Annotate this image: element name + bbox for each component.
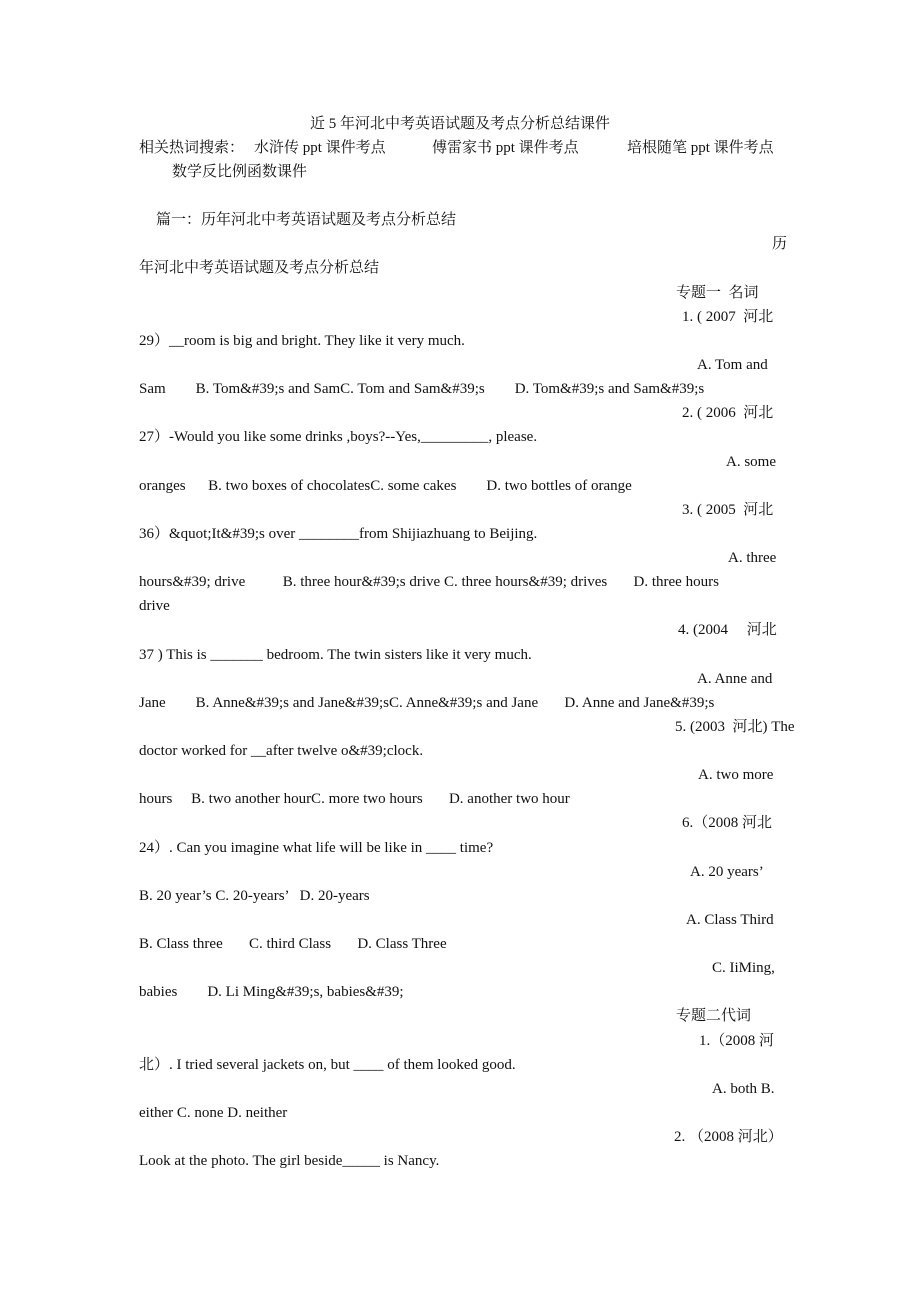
options-line: babies D. Li Ming&#39;s, babies&#39; <box>139 984 404 1000</box>
question-stem: 27）-Would you like some drinks ,boys?--Yes,_________, please. <box>139 429 538 445</box>
article-heading: 篇一：历年河北中考英语试题及考点分析总结 <box>156 212 457 228</box>
question-head: 1. ( 2007 河北 <box>682 309 774 325</box>
options-line: Sam B. Tom&#39;s and SamC. Tom and Sam&#39;s D. Tom&#39;s and Sam&#39;s <box>139 381 705 397</box>
subtitle-line: 年河北中考英语试题及考点分析总结 <box>139 260 380 276</box>
options-line: hours&#39; drive B. three hour&#39;s drive C. three hours&#39; drives D. three hours <box>139 574 719 590</box>
document-title: 近 5 年河北中考英语试题及考点分析总结课件 <box>309 116 610 132</box>
question-head: 6.（2008 河北 <box>682 815 773 831</box>
options-line: oranges B. two boxes of chocolatesC. some cakes D. two bottles of orange <box>139 478 632 494</box>
related-search-link[interactable]: 傅雷家书 ppt 课件考点 <box>432 140 579 156</box>
options-line: Jane B. Anne&#39;s and Jane&#39;sC. Anne&#39;s and Jane D. Anne and Jane&#39;s <box>139 695 715 711</box>
question-stem: 北）. I tried several jackets on, but ____ of them looked good. <box>139 1057 516 1073</box>
topic-heading: 专题一 名词 <box>676 285 759 301</box>
question-stem: 24）. Can you imagine what life will be like in ____ time? <box>139 840 494 856</box>
question-head: 5. (2003 河北) The <box>675 719 795 735</box>
option-a: A. Anne and <box>697 671 773 687</box>
option-a: A. three <box>728 550 777 566</box>
related-search-link[interactable]: 水浒传 ppt 课件考点 <box>254 140 386 156</box>
options-line: B. 20 year’s C. 20-years’ D. 20-years <box>139 888 370 904</box>
question-stem: 37 ) This is _______ bedroom. The twin sisters like it very much. <box>139 647 532 663</box>
subtitle-fragment: 历 <box>772 236 788 252</box>
option-a: A. some <box>726 454 776 470</box>
question-stem: 29）__room is big and bright. They like it very much. <box>139 333 465 349</box>
options-line-wrap: drive <box>139 598 170 614</box>
topic-heading: 专题二代词 <box>676 1008 752 1024</box>
related-search-link[interactable]: 培根随笔 ppt 课件考点 <box>627 140 774 156</box>
option-a: A. 20 years’ <box>690 864 764 880</box>
related-search-link[interactable]: 数学反比例函数课件 <box>172 164 308 180</box>
question-head: 4. (2004 河北 <box>678 622 777 638</box>
option-a: A. two more <box>698 767 774 783</box>
question-stem: Look at the photo. The girl beside_____ is Nancy. <box>139 1153 440 1169</box>
question-head: 1.（2008 河 <box>699 1033 775 1049</box>
option-a: A. Class Third <box>686 912 774 928</box>
options-line: hours B. two another hourC. more two hours D. another two hour <box>139 791 570 807</box>
options-line: B. Class three C. third Class D. Class Three <box>139 936 447 952</box>
related-search-label: 相关热词搜索： <box>139 140 245 156</box>
question-stem: 36）&quot;It&#39;s over ________from Shijiazhuang to Beijing. <box>139 526 538 542</box>
options-line: either C. none D. neither <box>139 1105 288 1121</box>
question-head: 2. （2008 河北） <box>674 1129 783 1145</box>
option-a: A. Tom and <box>697 357 768 373</box>
option-c: C. IiMing, <box>712 960 775 976</box>
question-head: 3. ( 2005 河北 <box>682 502 774 518</box>
question-stem: doctor worked for __after twelve o&#39;clock. <box>139 743 424 759</box>
question-head: 2. ( 2006 河北 <box>682 405 774 421</box>
option-a: A. both B. <box>712 1081 775 1097</box>
